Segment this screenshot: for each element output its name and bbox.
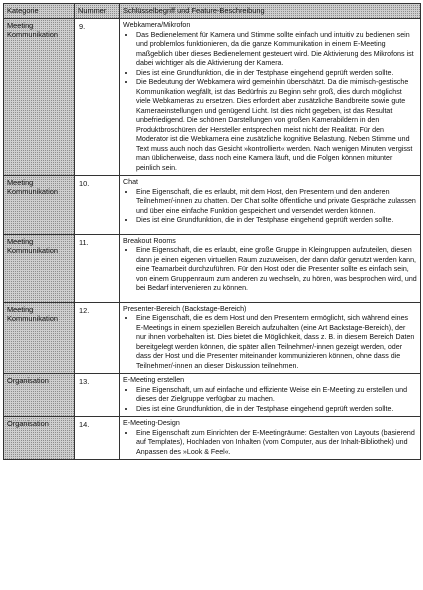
row-title: E-Meeting erstellen <box>123 376 185 384</box>
bullet-list <box>123 429 417 458</box>
row-title: Presenter-Bereich (Backstage-Bereich) <box>123 304 247 313</box>
row-number: 14. <box>75 417 120 460</box>
row-title: Chat <box>123 178 138 186</box>
table-row <box>4 417 421 460</box>
bullet-list <box>123 246 417 294</box>
bullet-item: • Eine Eigenschaft zum Einrichten der E-Meetingräume: Gestalten von Layouts (basierend auf Templates), Hochladen von Inhalten (vom Computer, aus der Inhalt-Bibliothek) und Anpassen des »Look & Feel«. <box>136 429 417 458</box>
bullet-list <box>123 314 417 371</box>
header-number: Nummer <box>75 4 120 19</box>
row-description <box>120 234 421 302</box>
row-description <box>120 417 421 460</box>
row-category: Organisation <box>4 374 75 417</box>
bullet-item: • Dies ist eine Grundfunktion, die in der Testphase eingehend geprüft werden sollte. <box>136 69 417 79</box>
row-title: E-Meeting-Design <box>123 419 180 427</box>
table-row <box>4 302 421 374</box>
table-row <box>4 19 421 176</box>
row-category: Meeting Kommunikation <box>4 19 75 176</box>
row-category: Meeting Kommunikation <box>4 176 75 235</box>
row-category: Meeting Kommunikation <box>4 234 75 302</box>
row-number: 9. <box>75 19 120 176</box>
bullet-list <box>123 188 417 226</box>
row-number: 12. <box>75 302 120 374</box>
row-description <box>120 374 421 417</box>
bullet-item: • Eine Eigenschaft, die es dem Host und den Presentern ermöglicht, sich während eines E-Meetings in einem speziellen Bereich aufzuhalten (eine Art Backstage-Bereich), der nur ihnen vorbehalten ist. Dies bietet die Möglichkeit, dass z. B. in diesem Bereich Daten bereitgelegt werden können, die später allen Teilnehmer/-innen gezeigt werden, oder dass der Host und die Presenter miteinander kommunizieren können, ohne dass die Teilnehmer/-innen an dieser Diskussion teilnehmen. <box>136 314 417 371</box>
row-title: Breakout Rooms <box>123 236 176 245</box>
bullet-item: • Dies ist eine Grundfunktion, die in der Testphase eingehend geprüft werden sollte. <box>136 216 417 226</box>
table-row <box>4 176 421 235</box>
bullet-item: • Die Bedeutung der Webkamera wird gemeinhin überschätzt. Da die mimisch-gestische Kommunikation wegfällt, ist das Bedürfnis zu Beginn sehr groß, dies durch möglichst viele Webkameras zu ersetzen. Dies erfordert aber zusätzliche Bandbreite sowie gute Kameraeinstellungen und genügend Licht. Ist dies nicht gegeben, ist das Resultat unbefriedigend. Die schönen Darstellungen von großen Kamerabildern in den Produktbroschüren der Hersteller entsprechen meist nicht der Realität. Für den Moderator ist die Webkamera eine zusätzliche kognitive Belastung. Neben Stimme und Text muss auch noch das Gesicht »kontrolliert« werden. Nach wenigen Minuten vergisst man üblicherweise, dass noch eine Kamera läuft, und die Folgen können mitunter peinlich sein. <box>136 78 417 173</box>
bullet-item: • Das Bedienelement für Kamera und Stimme sollte einfach und intuitiv zu bedienen sein und problemlos funktionieren, da die ganze Kommunikation in einem E-Meeting maßgeblich über dieses Bedienelement gesteuert wird. Die Aktivierung des Mikrofons ist dabei wichtiger als die Aktivierung der Kamera. <box>136 31 417 69</box>
header-category: Kategorie <box>4 4 75 19</box>
row-number: 13. <box>75 374 120 417</box>
bullet-item: • Eine Eigenschaft, die es erlaubt, mit dem Host, den Presentern und den anderen Teilnehmer/-innen zu chatten. Der Chat sollte öffentliche und private Gespräche zulassen und über eine einfache Funktion gespeichert und versendet werden können. <box>136 188 417 217</box>
row-description <box>120 19 421 176</box>
row-title: Webkamera/Mikrofon <box>123 21 191 29</box>
header-description: Schlüsselbegriff und Feature-Beschreibung <box>120 4 421 19</box>
row-description <box>120 302 421 374</box>
bullet-item: • Dies ist eine Grundfunktion, die in der Testphase eingehend geprüft werden sollte. <box>136 405 417 415</box>
bullet-item: • Eine Eigenschaft, um auf einfache und effiziente Weise ein E-Meeting zu erstellen und dieses der Zielgruppe verfügbar zu machen. <box>136 386 417 405</box>
bullet-item: • Eine Eigenschaft, die es erlaubt, eine große Gruppe in Kleingruppen aufzuteilen, diesen dann je einen eigenen virtuellen Raum zuzuweisen, der dann dafür genutzt werden kann, eine Teamarbeit durchzuführen. Für den Host oder die Presenter sollte es einfach sein, von einem Gruppenraum zum anderen zu wechseln, zu hören, was besprochen wird, und bei Bedarf intervenieren zu können. <box>136 246 417 294</box>
bullet-list <box>123 31 417 174</box>
row-category: Meeting Kommunikation <box>4 302 75 374</box>
row-number: 10. <box>75 176 120 235</box>
document-page <box>3 3 420 460</box>
row-number: 11. <box>75 234 120 302</box>
bullet-list <box>123 386 417 415</box>
row-description <box>120 176 421 235</box>
feature-table <box>3 3 421 460</box>
table-header-row <box>4 4 421 19</box>
table-row <box>4 234 421 302</box>
row-category: Organisation <box>4 417 75 460</box>
table-row <box>4 374 421 417</box>
